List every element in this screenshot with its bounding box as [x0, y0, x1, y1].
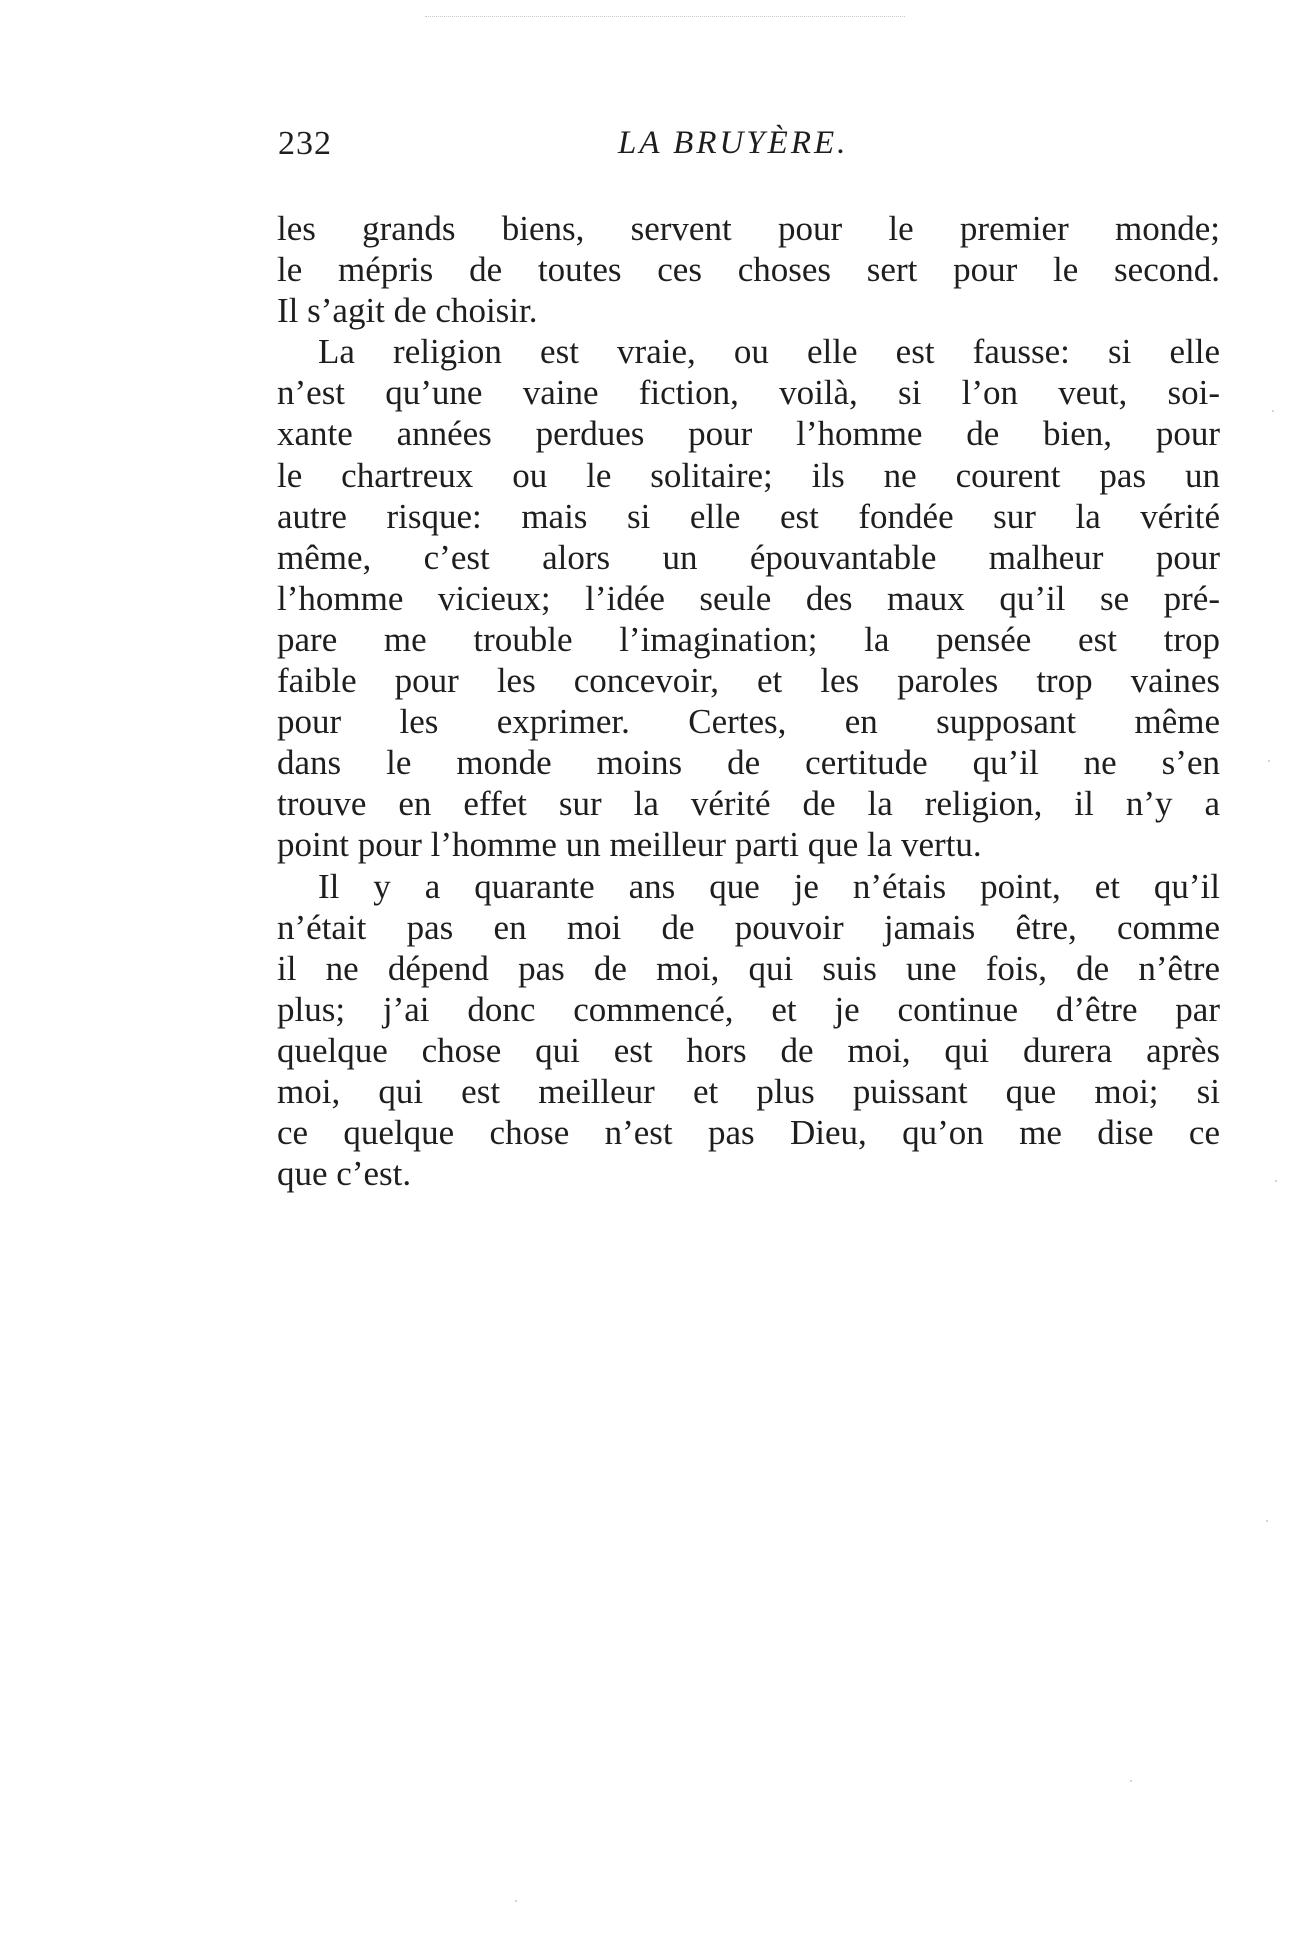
text-line: quelque chose qui est hors de moi, qui durera après: [277, 1030, 1220, 1070]
paper-speck: [1272, 410, 1274, 412]
body-text: [277, 208, 1220, 1194]
text-line: faible pour les concevoir, et les paroles trop vaines: [277, 661, 1220, 701]
text-line: que c’est.: [277, 1154, 412, 1194]
text-line: plus; j’ai donc commencé, et je continue d’être par: [277, 989, 1220, 1029]
top-edge-rule: [425, 16, 905, 17]
text-line: ce quelque chose n’est pas Dieu, qu’on me dise ce: [277, 1113, 1220, 1153]
page-number: 232: [278, 125, 332, 162]
text-line: le chartreux ou le solitaire; ils ne courent pas un: [277, 455, 1220, 495]
text-line: le mépris de toutes ces choses sert pour le second.: [277, 250, 1220, 290]
text-line: xante années perdues pour l’homme de bien, pour: [277, 414, 1220, 454]
paper-speck: [515, 1900, 517, 1902]
paper-speck: [1268, 760, 1270, 762]
running-head: [278, 125, 1216, 175]
text-line: trouve en effet sur la vérité de la religion, il n’y a: [277, 784, 1220, 824]
text-line: n’est qu’une vaine fiction, voilà, si l’on veut, soi-: [277, 373, 1220, 413]
text-line: les grands biens, servent pour le premier monde;: [277, 209, 1220, 248]
paper-speck: [1275, 1180, 1277, 1182]
text-line: dans le monde moins de certitude qu’il ne s’en: [277, 743, 1220, 783]
paper-speck: [1130, 1780, 1132, 1782]
text-line: l’homme vicieux; l’idée seule des maux qu’il se pré-: [277, 578, 1220, 618]
paragraph-first-line: La religion est vraie, ou elle est fausse: si elle: [318, 332, 1220, 372]
text-line: moi, qui est meilleur et plus puissant que moi; si: [277, 1071, 1220, 1111]
paragraph-first-line: Il y a quarante ans que je n’étais point, et qu’il: [318, 866, 1220, 906]
text-line: pour les exprimer. Certes, en supposant même: [277, 702, 1220, 742]
text-line: Il s’agit de choisir.: [277, 291, 538, 331]
text-line: même, c’est alors un épouvantable malheur pour: [277, 537, 1220, 577]
paper-speck: [1266, 1520, 1268, 1522]
text-line: point pour l’homme un meilleur parti que la vertu.: [277, 825, 982, 865]
text-line: il ne dépend pas de moi, qui suis une fois, de n’être: [277, 948, 1220, 988]
text-line: n’était pas en moi de pouvoir jamais être, comme: [277, 907, 1220, 947]
text-line: pare me trouble l’imagination; la pensée est trop: [277, 619, 1220, 659]
running-title: LA BRUYÈRE.: [618, 125, 849, 161]
text-line: autre risque: mais si elle est fondée sur la vérité: [277, 496, 1220, 536]
